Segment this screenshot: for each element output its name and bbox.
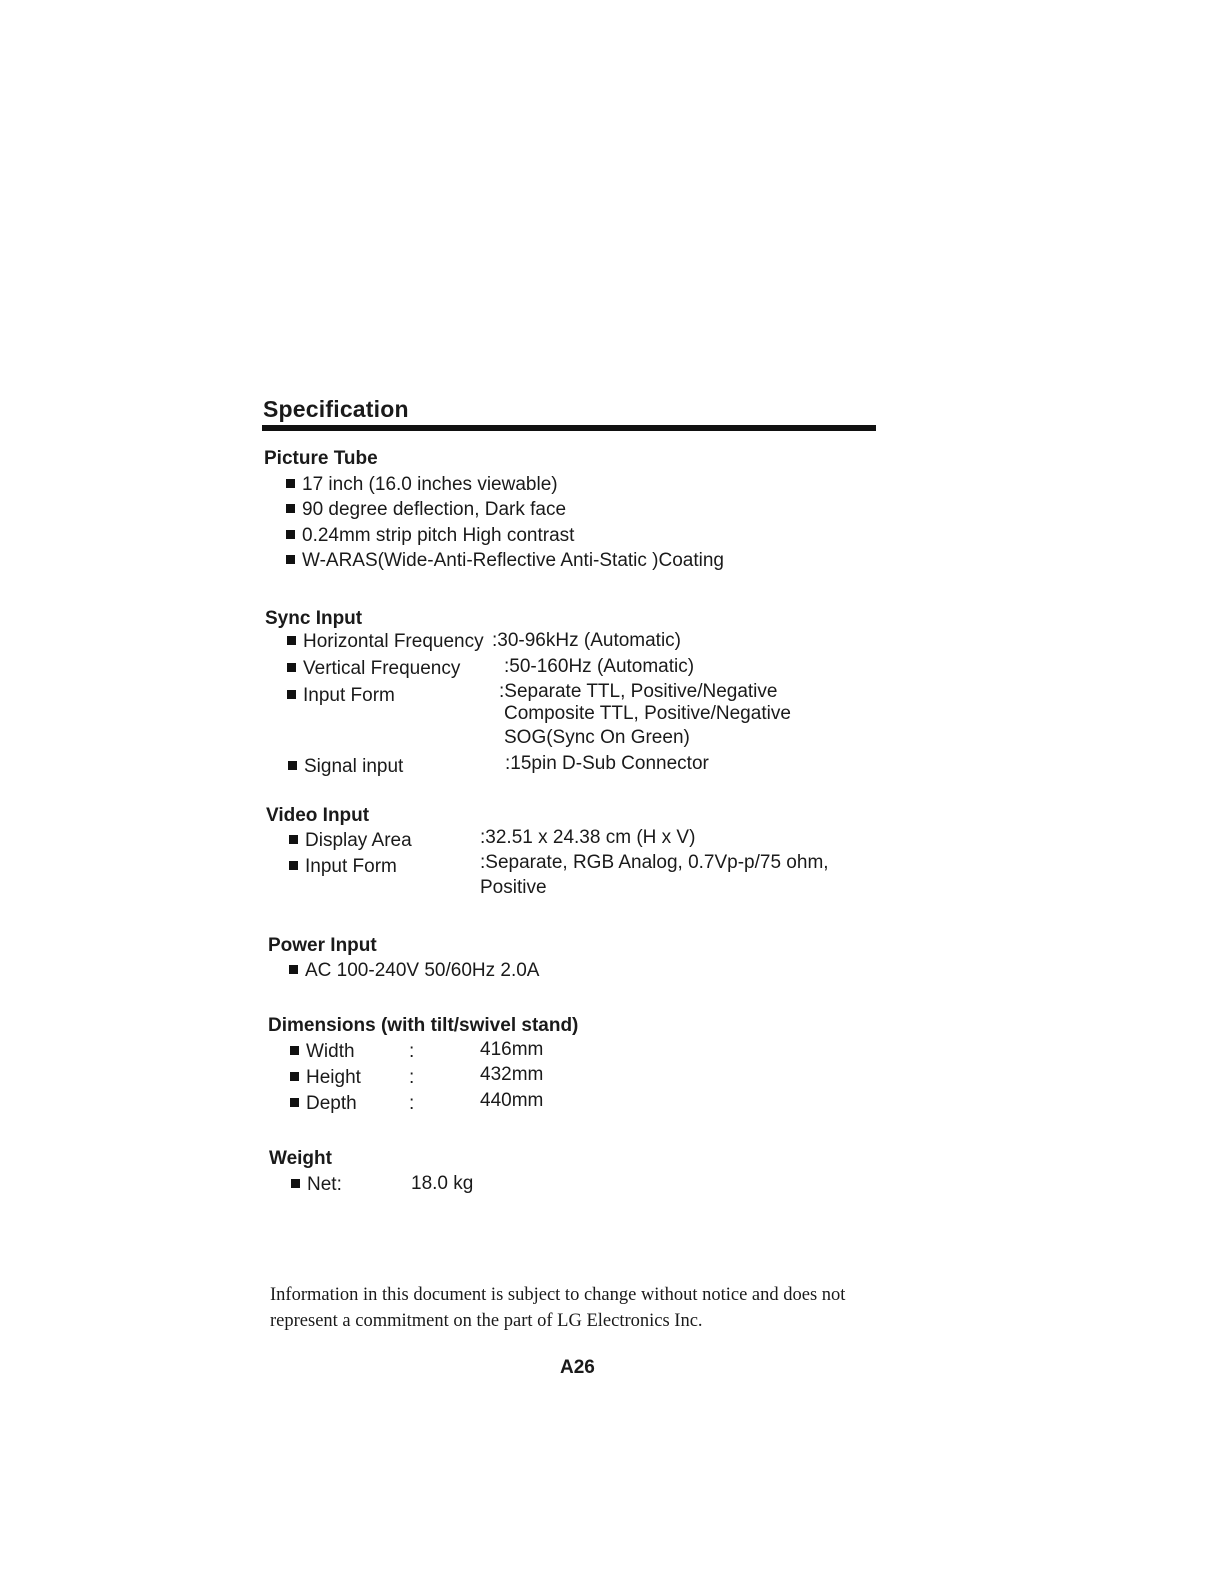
sync-input-form-value: Composite TTL, Positive/Negative [504,703,791,724]
page-title: Specification [263,396,409,422]
list-item: 0.24mm strip pitch High contrast [286,525,574,547]
sync-input-form-value: SOG(Sync On Green) [504,727,690,748]
dimensions-heading: Dimensions (with tilt/swivel stand) [268,1015,579,1036]
net-weight-value: 18.0 kg [411,1173,474,1194]
list-item: W-ARAS(Wide-Anti-Reflective Anti-Static )Coating [286,550,724,572]
width-value: 416mm [480,1039,544,1060]
list-item: AC 100-240V 50/60Hz 2.0A [289,960,540,982]
depth-separator: : [409,1093,415,1114]
title-rule [262,425,876,431]
width-separator: : [409,1041,415,1062]
power-input-heading: Power Input [268,935,377,956]
width-label: Width [290,1041,355,1063]
display-area-label: Display Area [289,830,412,852]
vertical-frequency-label: Vertical Frequency [287,658,460,680]
footer-note: Information in this document is subject to change without notice and does not represent a commitment on the part of LG Electronics Inc. [270,1285,846,1331]
picture-tube-heading: Picture Tube [264,448,378,469]
video-input-form-value: Positive [480,877,547,898]
height-separator: : [409,1067,415,1088]
horizontal-frequency-label: Horizontal Frequency [287,631,484,653]
video-input-form-label: Input Form [289,856,397,878]
height-label: Height [290,1067,361,1089]
signal-input-value: :15pin D-Sub Connector [505,753,709,774]
list-item: 90 degree deflection, Dark face [286,499,566,521]
vertical-frequency-value: :50-160Hz (Automatic) [504,656,695,677]
sync-input-form-value: :Separate TTL, Positive/Negative [499,681,778,702]
depth-label: Depth [290,1093,357,1115]
depth-value: 440mm [480,1090,544,1111]
sync-input-form-label: Input Form [287,685,395,707]
net-weight-label: Net: [291,1174,342,1196]
weight-heading: Weight [269,1148,332,1169]
video-input-form-value: :Separate, RGB Analog, 0.7Vp-p/75 ohm, [480,852,829,873]
display-area-value: :32.51 x 24.38 cm (H x V) [480,827,696,848]
signal-input-label: Signal input [288,756,403,778]
page-number: A26 [560,1357,595,1378]
list-item: 17 inch (16.0 inches viewable) [286,474,558,496]
sync-input-heading: Sync Input [265,608,363,629]
video-input-heading: Video Input [266,805,370,826]
horizontal-frequency-value: :30-96kHz (Automatic) [492,630,682,651]
height-value: 432mm [480,1064,544,1085]
